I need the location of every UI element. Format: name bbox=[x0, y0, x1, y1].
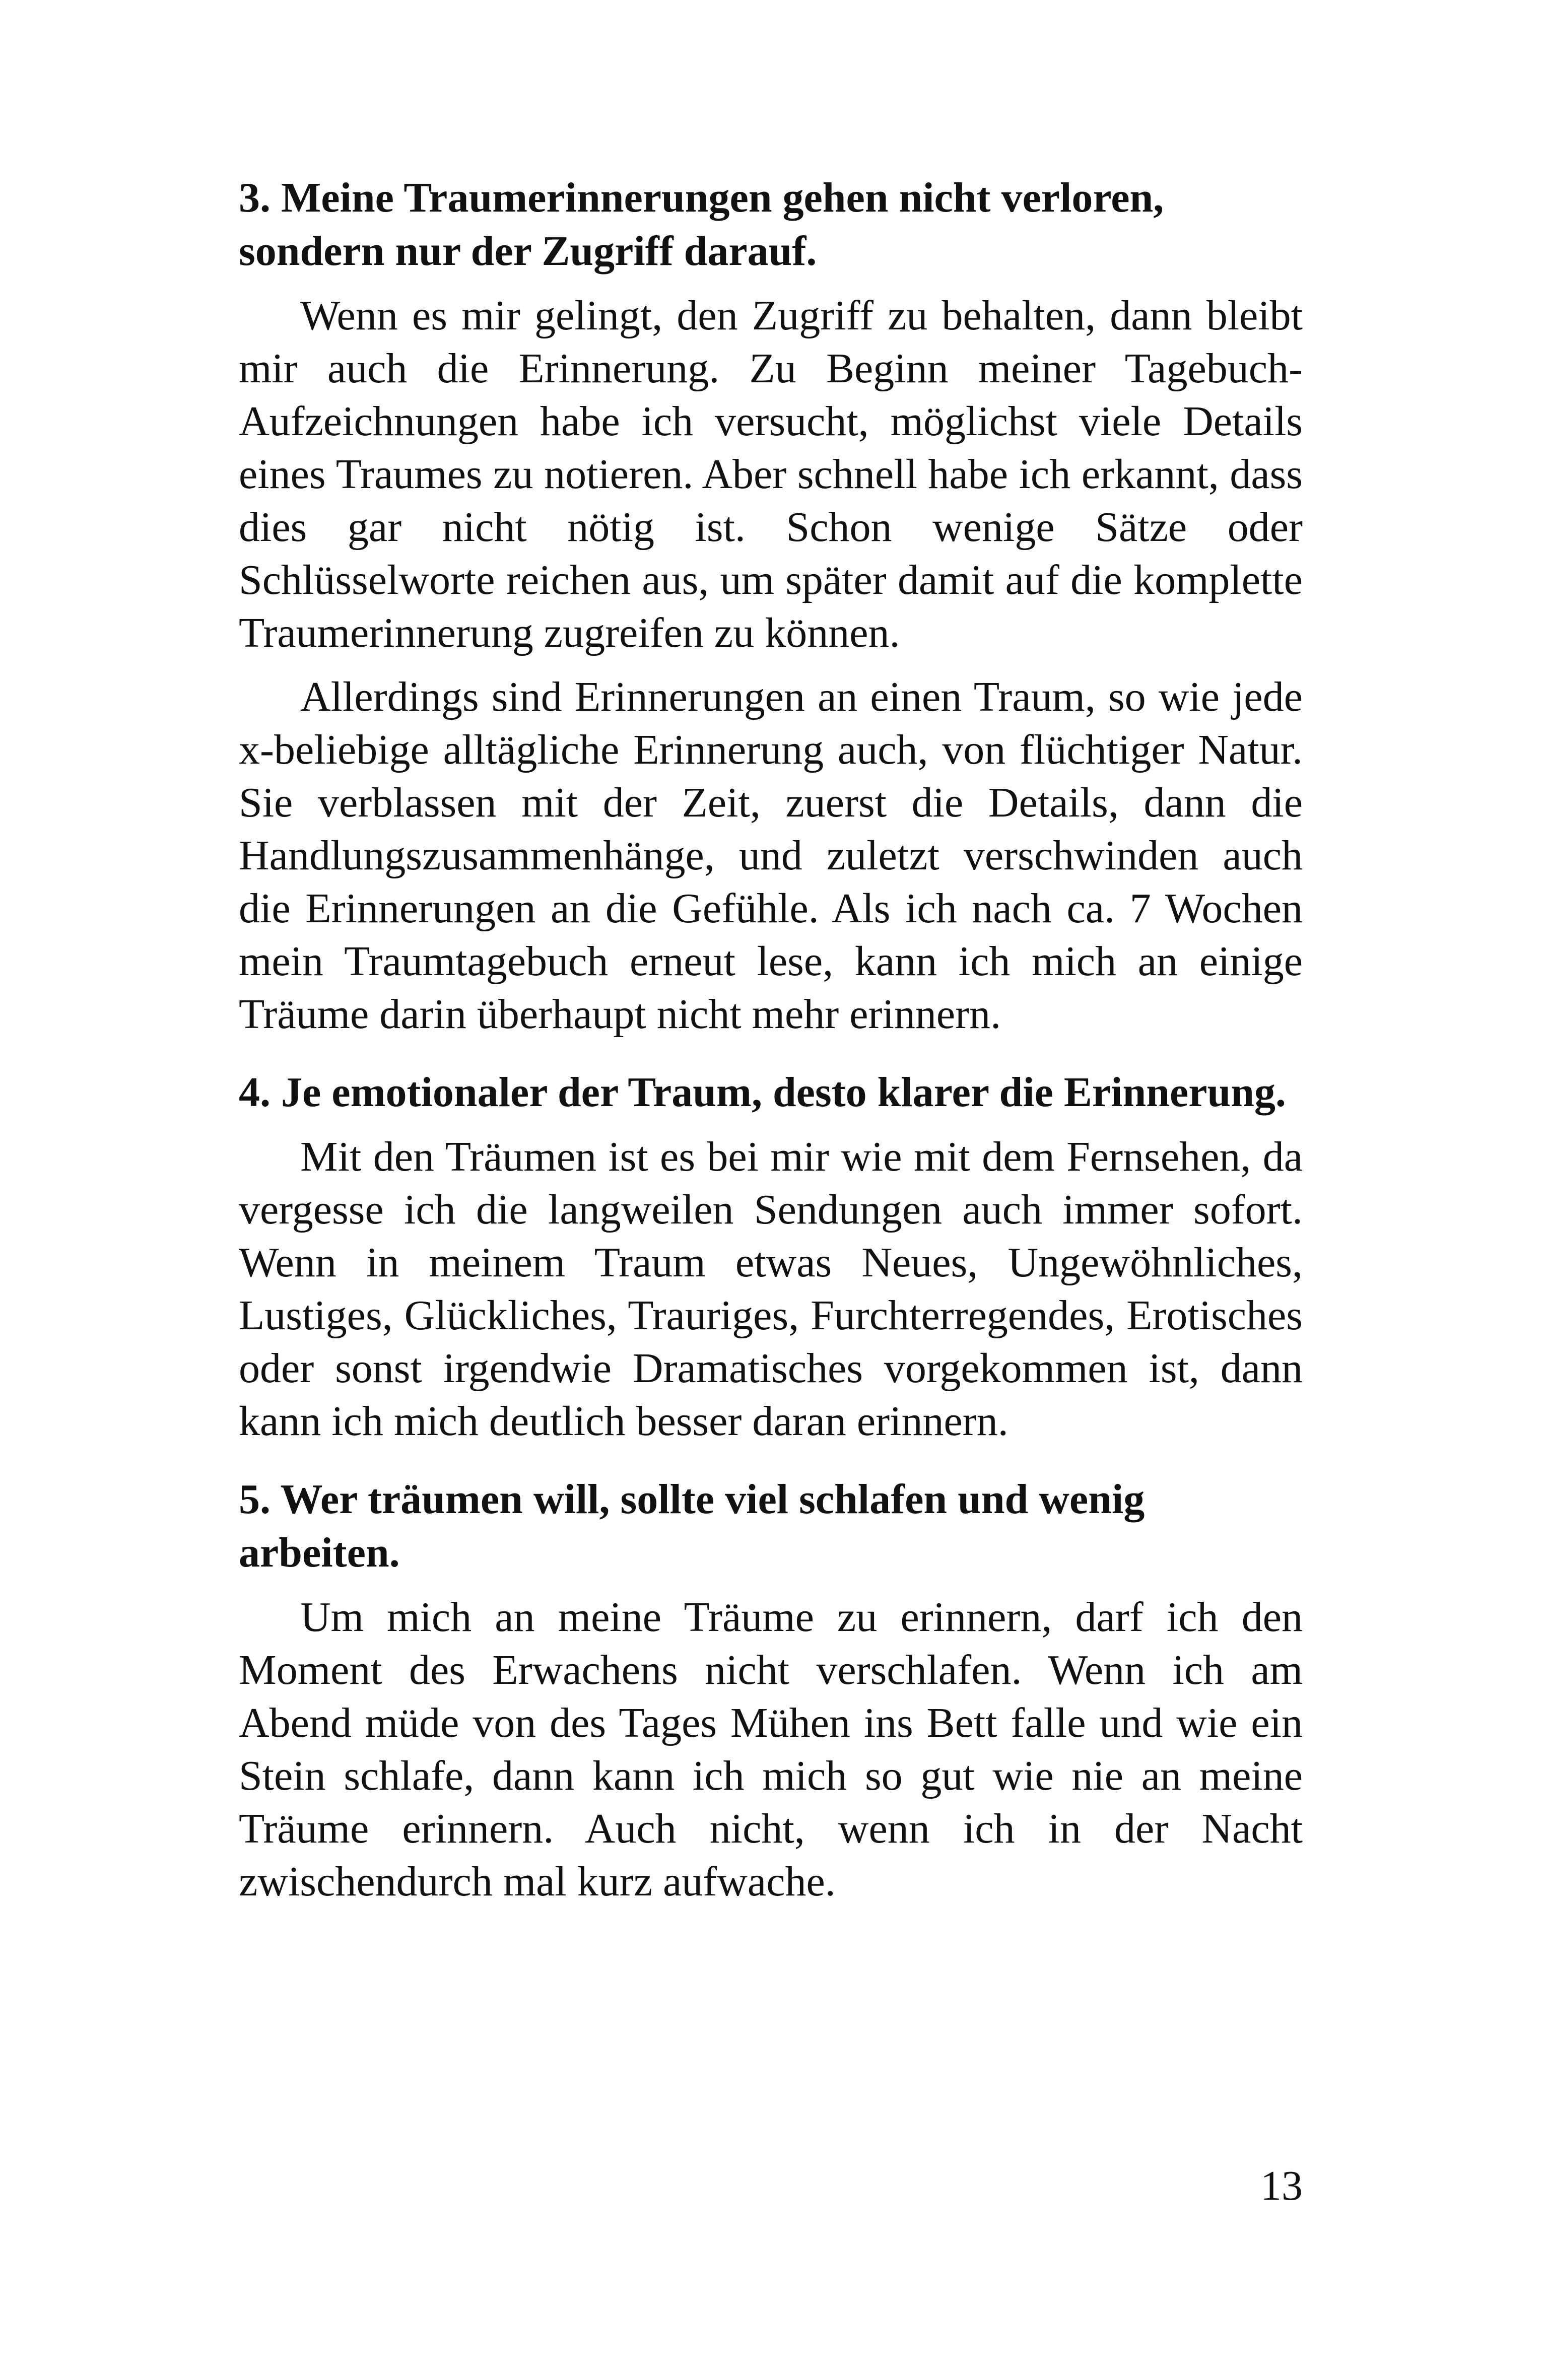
paragraph: Mit den Träumen ist es bei mir wie mit dem Fernsehen, da vergesse ich die langweilen Sendungen auch immer sofort. Wenn in meinem Traum etwas Neues, Ungewöhnliches, Lustiges, Glückliches, Trauriges, Furchterregendes, Erotisches oder sonst irgendwie Dramatisches vorgekommen ist, dann kann ich mich deutlich besser daran erinnern. bbox=[239, 1133, 1303, 1445]
book-page-body bbox=[239, 171, 1303, 1908]
paragraph: Um mich an meine Träume zu erinnern, darf ich den Moment des Erwachens nicht verschlafen. Wenn ich am Abend müde von des Tages Mühen ins Bett falle und wie ein Stein schlafe, dann kann ich mich so gut wie nie an meine Träume erinnern. Auch nicht, wenn ich in der Nacht zwischendurch mal kurz aufwache. bbox=[239, 1594, 1303, 1905]
paragraph: Allerdings sind Erinnerungen an einen Traum, so wie jede x-beliebige alltägliche Erinnerung auch, von flüchtiger Natur. Sie verblassen mit der Zeit, zuerst die Details, dann die Handlungszusammenhänge, und zuletzt verschwinden auch die Erinnerungen an die Gefühle. Als ich nach ca. 7 Wochen mein Traumtagebuch erneut lese, kann ich mich an einige Träume darin überhaupt nicht mehr erinnern. bbox=[239, 673, 1303, 1038]
section-3 bbox=[239, 171, 1303, 1041]
section-heading: 5. Wer träumen will, sollte viel schlafen und wenig arbeiten. bbox=[239, 1476, 1145, 1576]
section-4 bbox=[239, 1066, 1303, 1448]
section-heading: 4. Je emotionaler der Traum, desto klarer die Erinnerung. bbox=[239, 1069, 1286, 1116]
section-5 bbox=[239, 1473, 1303, 1908]
paragraph: Wenn es mir gelingt, den Zugriff zu behalten, dann bleibt mir auch die Erinnerung. Zu Beginn meiner Tagebuch-Aufzeichnungen habe ich versucht, möglichst viele Details eines Traumes zu notieren. Aber schnell habe ich erkannt, dass dies gar nicht nötig ist. Schon wenige Sätze oder Schlüsselworte reichen aus, um später damit auf die komplette Traumerinnerung zugreifen zu können. bbox=[239, 292, 1303, 656]
section-heading: 3. Meine Traumerinnerungen gehen nicht verloren, sondern nur der Zugriff darauf. bbox=[239, 174, 1164, 275]
page-number: 13 bbox=[1260, 2162, 1303, 2209]
